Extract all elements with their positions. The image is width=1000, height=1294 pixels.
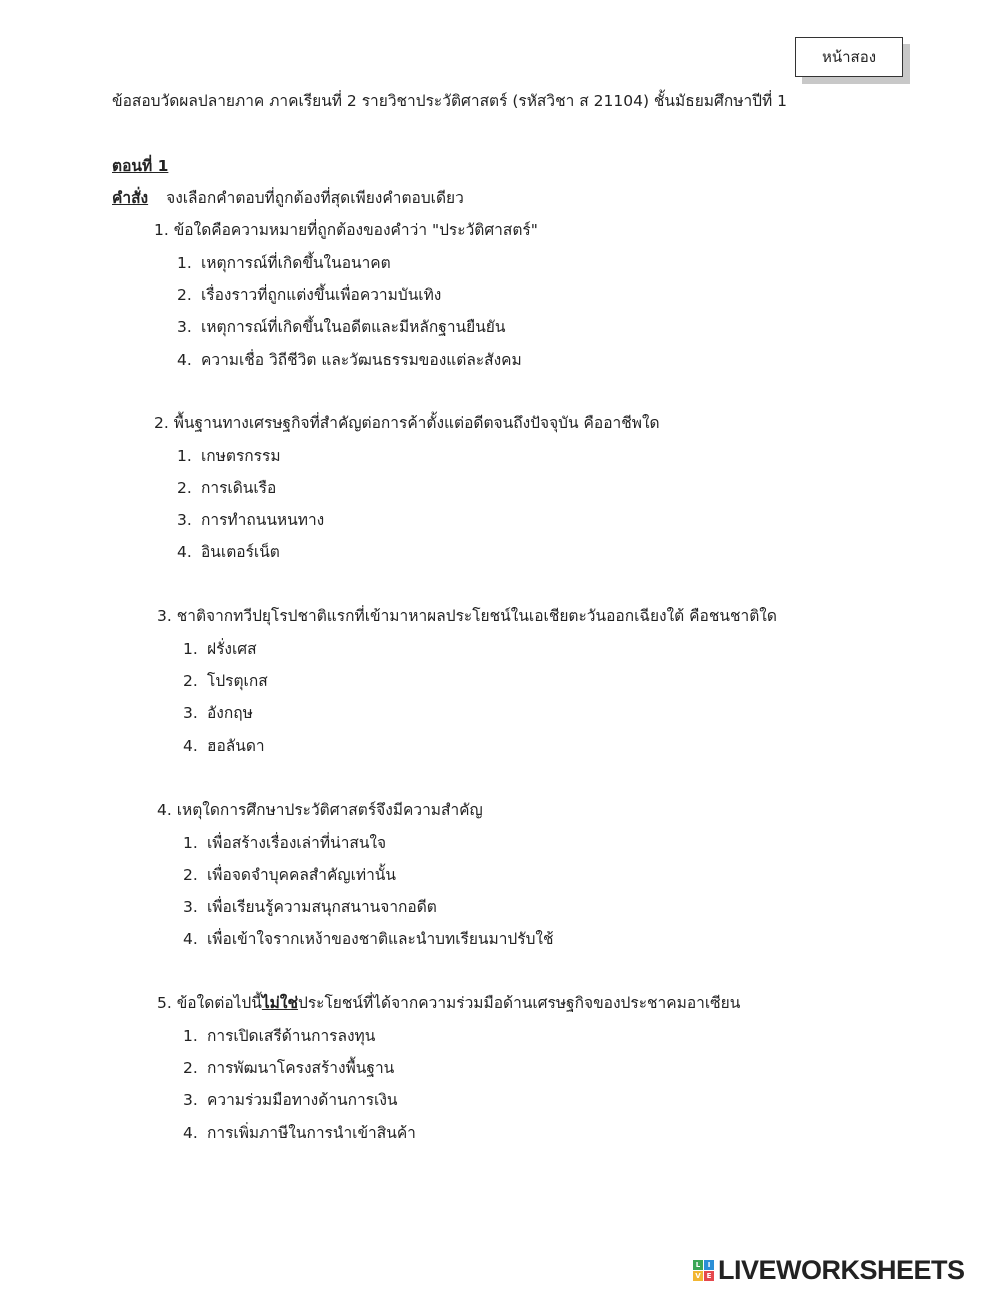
choice-text: เพื่อเรียนรู้ความสนุกสนานจากอดีต [207,898,437,916]
choice-2[interactable] [177,282,441,307]
choice-text: เพื่อสร้างเรื่องเล่าที่น่าสนใจ [207,834,387,852]
choice-4[interactable] [177,539,280,564]
choice-4[interactable] [183,1120,416,1145]
choice-2[interactable] [183,668,268,693]
liveworksheets-logo [693,1255,965,1285]
choice-number: 2. [177,479,192,497]
question-stem-key: ไม่ใช่ [261,994,298,1012]
choice-3[interactable] [183,700,253,725]
choice-number: 3. [177,511,192,529]
question-stem [157,990,740,1015]
choice-number: 4. [183,930,198,948]
logo-block-i: I [704,1260,714,1270]
choice-number: 4. [183,737,198,755]
instruction-label: คำสั่ง [112,189,149,207]
question-stem: 4. เหตุใดการศึกษาประวัติศาสตร์จึงมีความสำคัญ [157,801,483,819]
choice-text: เหตุการณ์ที่เกิดขึ้นในอดีตและมีหลักฐานยืนยัน [201,318,506,336]
instruction [112,185,464,210]
choice-number: 4. [183,1124,198,1142]
choice-1[interactable] [183,636,257,661]
choice-number: 1. [177,254,192,272]
choice-text: เกษตรกรรม [201,447,281,465]
choice-number: 4. [177,351,192,369]
choice-1[interactable] [183,830,386,855]
choice-number: 1. [177,447,192,465]
choice-number: 2. [183,1059,198,1077]
choice-1[interactable] [177,443,281,468]
question-stem-end: ประโยชน์ที่ได้จากความร่วมมือด้านเศรษฐกิจของประชาคมอาเซียน [297,994,741,1012]
logo-block-e: E [704,1271,714,1281]
choice-number: 1. [183,640,198,658]
question-stem: 1. ข้อใดคือความหมายที่ถูกต้องของคำว่า "ประวัติศาสตร์" [154,221,538,239]
choice-text: เหตุการณ์ที่เกิดขึ้นในอนาคต [201,254,391,272]
logo-block-v: V [693,1271,703,1281]
choice-3[interactable] [177,314,505,339]
choice-text: ความร่วมมือทางด้านการเงิน [207,1091,398,1109]
choice-number: 3. [177,318,192,336]
choice-3[interactable] [183,894,437,919]
choice-text: การพัฒนาโครงสร้างพื้นฐาน [207,1059,395,1077]
choice-number: 4. [177,543,192,561]
choice-4[interactable] [177,347,522,372]
page-label-box [795,37,903,77]
logo-block-l: L [693,1260,703,1270]
choice-1[interactable] [177,250,391,275]
choice-2[interactable] [183,1055,394,1080]
choice-text: การเดินเรือ [201,479,277,497]
part-title: ตอนที่ 1 [112,157,169,175]
choice-text: การเพิ่มภาษีในการนำเข้าสินค้า [207,1124,416,1142]
choice-2[interactable] [177,475,276,500]
logo-blocks-icon [693,1260,714,1281]
choice-number: 3. [183,898,198,916]
choice-text: ฝรั่งเศส [207,640,257,658]
choice-1[interactable] [183,1023,375,1048]
choice-text: การทำถนนหนทาง [201,511,325,529]
choice-number: 3. [183,704,198,722]
page-label: หน้าสอง [821,48,877,66]
question-stem-start: 5. ข้อใดต่อไปนี้ [157,994,262,1012]
choice-3[interactable] [183,1087,398,1112]
choice-4[interactable] [183,733,265,758]
choice-text: อินเตอร์เน็ต [201,543,280,561]
choice-text: เพื่อจดจำบุคคลสำคัญเท่านั้น [207,866,396,884]
choice-number: 1. [183,1027,198,1045]
choice-text: ความเชื่อ วิถีชีวิต และวัฒนธรรมของแต่ละสังคม [201,351,522,369]
question-stem: 2. พื้นฐานทางเศรษฐกิจที่สำคัญต่อการค้าตั้งแต่อดีตจนถึงปัจจุบัน คืออาชีพใด [154,414,660,432]
choice-text: การเปิดเสรีด้านการลงทุน [207,1027,376,1045]
logo-text: LIVEWORKSHEETS [718,1254,965,1285]
choice-3[interactable] [177,507,324,532]
question-stem: 3. ชาติจากทวีปยุโรปชาติแรกที่เข้ามาหาผลประโยชน์ในเอเชียตะวันออกเฉียงใต้ คือชนชาติใด [157,607,777,625]
exam-header: ข้อสอบวัดผลปลายภาค ภาคเรียนที่ 2 รายวิชาประวัติศาสตร์ (รหัสวิชา ส 21104) ชั้นมัธยมศึกษาปีที่ 1 [112,92,787,110]
choice-text: ฮอลันดา [207,737,265,755]
instruction-text: จงเลือกคำตอบที่ถูกต้องที่สุดเพียงคำตอบเดียว [166,189,464,207]
choice-text: เพื่อเข้าใจรากเหง้าของชาติและนำบทเรียนมาปรับใช้ [207,930,554,948]
choice-number: 2. [177,286,192,304]
choice-number: 3. [183,1091,198,1109]
choice-number: 2. [183,672,198,690]
choice-text: เรื่องราวที่ถูกแต่งขึ้นเพื่อความบันเทิง [201,286,442,304]
choice-4[interactable] [183,926,554,951]
choice-number: 1. [183,834,198,852]
choice-2[interactable] [183,862,396,887]
choice-text: โปรตุเกส [207,672,268,690]
choice-text: อังกฤษ [207,704,253,722]
choice-number: 2. [183,866,198,884]
